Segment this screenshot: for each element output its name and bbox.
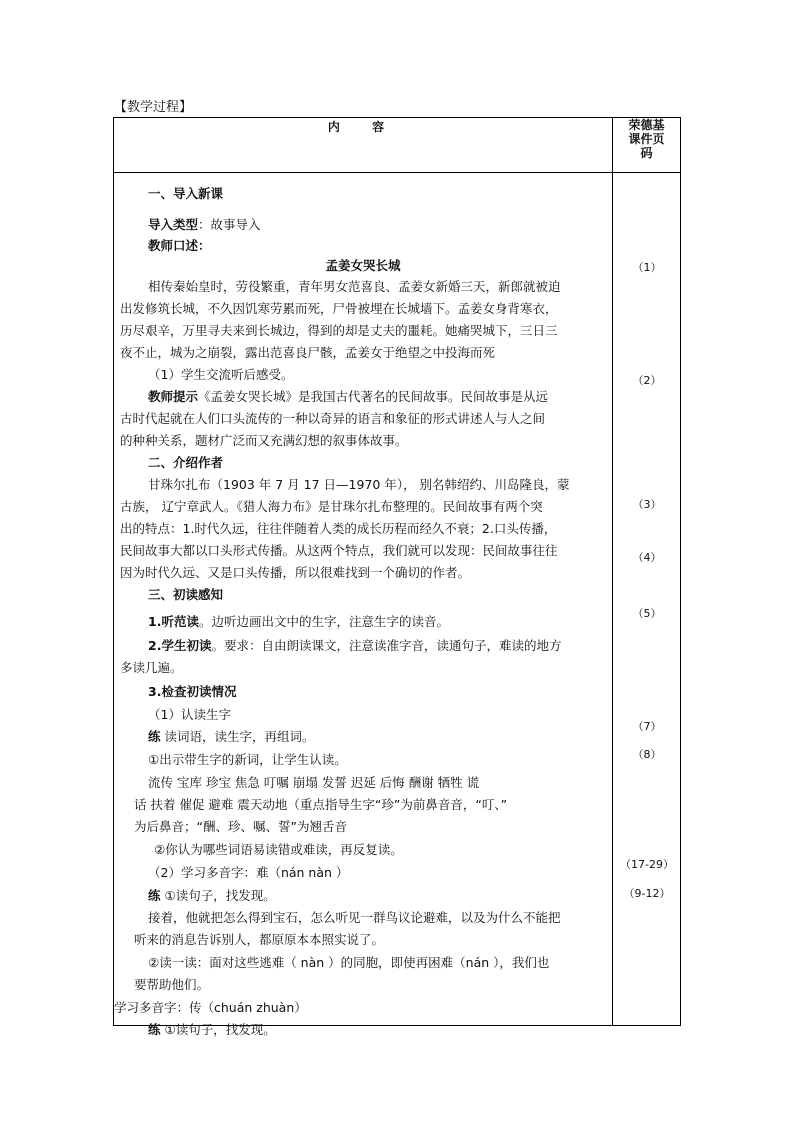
teacher-hint-text: 《孟姜女哭长城》是我国古代著名的民间故事。民间故事是从远 xyxy=(198,389,549,404)
heading-author: 二、介绍作者 xyxy=(148,455,224,470)
read-chars: （1）认读生字 xyxy=(148,707,231,722)
author-line: 出的特点：1.时代久远，往往伴随着人类的成长历程而经久不衰；2.口头传播， xyxy=(120,521,557,536)
author-line: 民间故事大都以口头形式传播。从这两个特点，我们就可以发现：民间故事往往 xyxy=(120,543,558,558)
teacher-narration: 教师口述： xyxy=(148,238,211,253)
words-line: 流传 宝库 珍宝 焦急 叮嘱 崩塌 发誓 迟延 后悔 酬谢 牺牲 谎 xyxy=(148,775,480,790)
read-aloud-line: 要帮助他们。 xyxy=(134,977,210,992)
intro-type xyxy=(148,218,261,232)
header-ref xyxy=(613,118,681,173)
polyphone-1-read-text: ①读句子，找发现。 xyxy=(160,888,276,903)
intro-type-label: 导入类型 xyxy=(148,217,199,232)
ref-page-code: （5） xyxy=(632,607,662,620)
header-content: 内 容 xyxy=(114,118,613,173)
practice-1 xyxy=(148,730,315,744)
polyphone-2-read-text: ①读句子，找发现。 xyxy=(160,1022,276,1037)
author-line: 甘珠尔扎布（1903 年 7 月 17 日—1970 年）， 别名韩绍约、川岛隆良，蒙 xyxy=(148,477,570,492)
student-read-line xyxy=(148,639,561,653)
polyphone-1-read xyxy=(148,889,276,903)
sentence-line: 接着，他就把怎么得到宝石，怎么听见一群鸟议论避难，以及为什么不能把 xyxy=(148,910,561,925)
practice-text: 读词语，读生字，再组词。 xyxy=(160,729,315,744)
author-line: 古族， 辽宁章武人。《猎人海力布》是甘珠尔扎布整理的。民间故事有两个突 xyxy=(120,499,543,514)
student-read-text: 。要求：自由朗读课文，注意读准字音，读通句子，难读的地方 xyxy=(211,638,562,653)
ref-page-code: （2） xyxy=(632,374,662,387)
exchange-text: （1）学生交流听后感受。 xyxy=(148,367,294,382)
read-aloud-line: ②读一读：面对这些逃难（ nàn ）的同胞，即使再困难（nán ），我们也 xyxy=(148,955,550,970)
header-ref-line: 码 xyxy=(640,146,653,160)
header-ref-line: 课件页 xyxy=(628,132,665,146)
ref-page-code: （17-29） xyxy=(620,858,674,871)
story-line: 出发修筑长城，不久因饥寒劳累而死，尸骨被埋在长城墙下。孟姜女身背寒衣， xyxy=(120,301,558,316)
practice-mark: 练 xyxy=(148,729,161,744)
ref-page-code: （9-12） xyxy=(623,887,671,900)
story-line: 历尽艰辛，万里寻夫来到长城边，得到的却是丈夫的噩耗。她痛哭城下，三日三 xyxy=(120,323,558,338)
student-read-line2: 多读几遍。 xyxy=(120,660,183,675)
intro-type-value: ：故事导入 xyxy=(198,217,261,232)
story-line: 相传秦始皇时，劳役繁重，青年男女范喜良、孟姜女新婚三天，新郎就被迫 xyxy=(148,279,561,294)
teacher-hint-label: 教师提示 xyxy=(148,389,199,404)
teacher-hint-line: 古时代起就在人们口头流传的一种以奇异的语言和象征的形式讲述人与人之间 xyxy=(120,411,546,426)
ref-cell xyxy=(613,173,681,1026)
header-ref-line: 荣德基 xyxy=(628,118,665,132)
polyphone-2-read xyxy=(148,1023,276,1037)
practice-mark: 练 xyxy=(148,888,161,903)
heading-intro: 一、导入新课 xyxy=(148,186,224,201)
ref-page-code: （1） xyxy=(632,261,662,274)
story-line: 夜不止，城为之崩裂，露出范喜良尸骸，孟姜女于绝望之中投海而死 xyxy=(120,345,496,360)
teaching-process-table xyxy=(113,117,681,1037)
story-title: 孟姜女哭长城 xyxy=(325,258,401,273)
student-read-label: 2.学生初读 xyxy=(148,638,212,653)
listen-label: 1.听范读 xyxy=(148,614,199,629)
polyphone-2: 学习多音字：传（chuán zhuàn） xyxy=(114,1000,307,1015)
polyphone-1: （2）学习多音字：难（nán nàn ） xyxy=(148,865,349,880)
ref-page-code: （4） xyxy=(632,551,662,564)
author-line: 因为时代久远、又是口头传播，所以很难找到一个确切的作者。 xyxy=(120,565,471,580)
words-line: 话 扶着 催促 避难 震天动地（重点指导生字“珍”为前鼻音音，“叮、” xyxy=(134,797,508,812)
table-body-row xyxy=(114,173,681,1026)
section-title: 【教学过程】 xyxy=(114,100,193,115)
check-heading: 3.检查初读情况 xyxy=(148,684,237,699)
words-line: 为后鼻音；“酬、珍、嘱、誓”为翘舌音 xyxy=(134,819,347,834)
ref-page-code: （8） xyxy=(632,748,662,761)
ref-page-code: （7） xyxy=(632,720,662,733)
teacher-hint xyxy=(148,390,548,404)
table-header-row xyxy=(114,118,681,173)
practice-mark: 练 xyxy=(148,1022,161,1037)
sentence-line: 听来的消息告诉别人，都原原本本照实说了。 xyxy=(134,932,385,947)
show-words: ①出示带生字的新词，让学生认读。 xyxy=(148,752,347,767)
listen-text: 。边听边画出文中的生字，注意生字的读音。 xyxy=(198,614,449,629)
listen-line xyxy=(148,615,449,629)
hard-words: ②你认为哪些词语易读错或难读，再反复读。 xyxy=(154,842,403,857)
ref-page-code: （3） xyxy=(632,498,662,511)
teacher-hint-line: 的种种关系，题材广泛而又充满幻想的叙事体故事。 xyxy=(120,433,408,448)
content-cell xyxy=(114,173,613,1037)
heading-first-read: 三、初读感知 xyxy=(148,587,224,602)
